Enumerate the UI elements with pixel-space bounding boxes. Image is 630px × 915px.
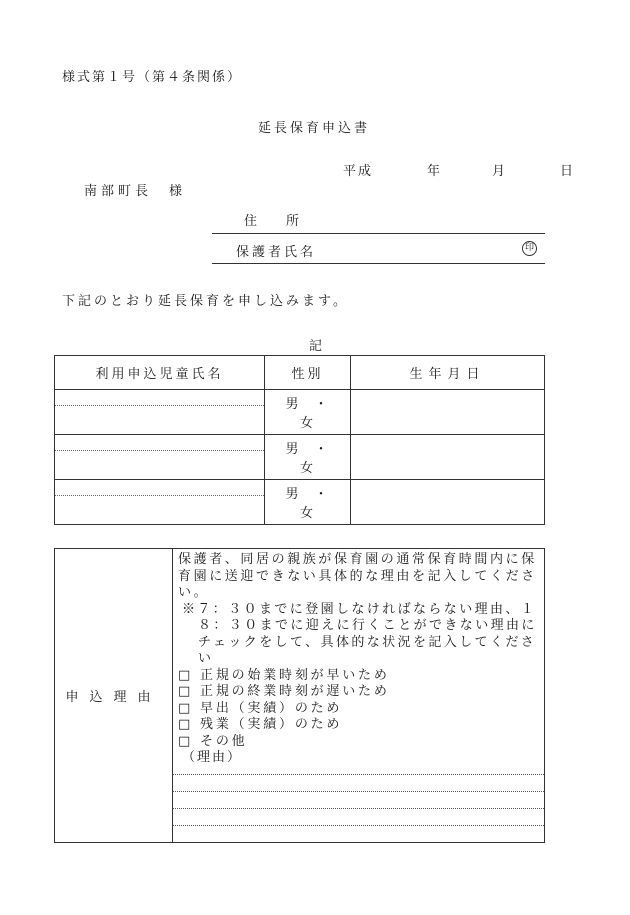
reason-line[interactable] (173, 774, 544, 791)
guardian-name-label: 保護者氏名 (236, 245, 317, 260)
sex-female[interactable]: 女 (299, 416, 315, 431)
table-row (55, 390, 545, 435)
furigana-line (55, 450, 264, 451)
reason-detail-lines[interactable] (173, 774, 544, 842)
children-table (54, 355, 545, 525)
birthdate-cell[interactable] (351, 480, 545, 525)
checkbox-label: 残業（実績）のため (200, 717, 343, 732)
date-year: 年 (427, 164, 443, 179)
intro-text: 下記のとおり延長保育を申し込みます。 (62, 294, 349, 309)
checkbox-icon[interactable]: □ (178, 700, 194, 716)
reason-description: 保護者、同居の親族が保育園の通常保育時間内に保育園に送迎できない具体的な理由を記入してください。 (178, 552, 537, 600)
sex-male[interactable]: 男 (285, 397, 301, 412)
birthdate-cell[interactable] (351, 390, 545, 435)
sex-cell[interactable] (265, 435, 351, 480)
checkbox-item-other[interactable] (178, 734, 538, 751)
reason-line[interactable] (173, 808, 544, 825)
date-day: 日 (560, 164, 576, 179)
reason-body (173, 549, 545, 843)
checkbox-icon[interactable]: □ (178, 717, 194, 732)
sex-separator: ・ (314, 397, 330, 412)
form-number: 様式第１号（第４条関係） (62, 70, 243, 85)
sex-separator: ・ (314, 442, 330, 457)
date-era: 平成 (343, 164, 374, 179)
child-name-cell[interactable] (55, 390, 265, 435)
sex-male[interactable]: 男 (285, 487, 301, 502)
date-month: 月 (492, 164, 508, 179)
checkbox-label: 正規の始業時刻が早いため (200, 667, 390, 683)
sex-female[interactable]: 女 (299, 461, 315, 476)
address-label: 住 所 (244, 214, 301, 229)
furigana-line (55, 495, 264, 496)
child-name-cell[interactable] (55, 435, 265, 480)
ki-heading: 記 (309, 339, 323, 354)
child-name-cell[interactable] (55, 480, 265, 525)
children-table-header (55, 356, 545, 390)
seal-mark: 印 (522, 241, 537, 256)
header-sex: 性別 (265, 356, 351, 390)
checkbox-item-early-start[interactable] (178, 668, 538, 685)
address-field[interactable] (212, 233, 545, 234)
furigana-line (55, 405, 264, 406)
birthdate-cell[interactable] (351, 435, 545, 480)
reason-line[interactable] (173, 791, 544, 808)
sex-female[interactable]: 女 (299, 506, 315, 521)
sex-separator: ・ (314, 487, 330, 502)
table-row (55, 480, 545, 525)
sex-cell[interactable] (265, 480, 351, 525)
table-row (55, 435, 545, 480)
reason-detail-label: （理由） (182, 750, 243, 765)
sex-male[interactable]: 男 (285, 442, 301, 457)
date-row (343, 160, 576, 179)
guardian-name-field[interactable] (212, 263, 545, 264)
checkbox-label: その他 (200, 733, 248, 749)
document-title: 延長保育申込書 (258, 121, 371, 136)
header-child-name: 利用申込児童氏名 (55, 356, 265, 390)
reason-line[interactable] (173, 825, 544, 842)
sex-cell[interactable] (265, 390, 351, 435)
reason-table (54, 548, 545, 843)
checkbox-item-overtime[interactable] (178, 717, 538, 734)
checkbox-item-late-end[interactable] (178, 684, 538, 701)
header-birthdate: 生年月日 (351, 356, 545, 390)
checkbox-icon[interactable]: □ (178, 667, 194, 683)
checkbox-item-early-shift[interactable] (178, 701, 538, 718)
checkbox-icon[interactable]: □ (178, 684, 194, 699)
reason-note: ※７：３０までに登園しなければならない理由、１８：３０までに迎えに行くことができない理由にチェックをして、具体的な状況を記入してください (182, 601, 537, 666)
checkbox-icon[interactable]: □ (178, 733, 194, 749)
checkbox-label: 正規の終業時刻が遅いため (200, 684, 390, 699)
addressee: 南部町長 様 (84, 184, 187, 199)
checkbox-label: 早出（実績）のため (200, 700, 343, 716)
reason-label: 申込理由 (55, 549, 173, 843)
